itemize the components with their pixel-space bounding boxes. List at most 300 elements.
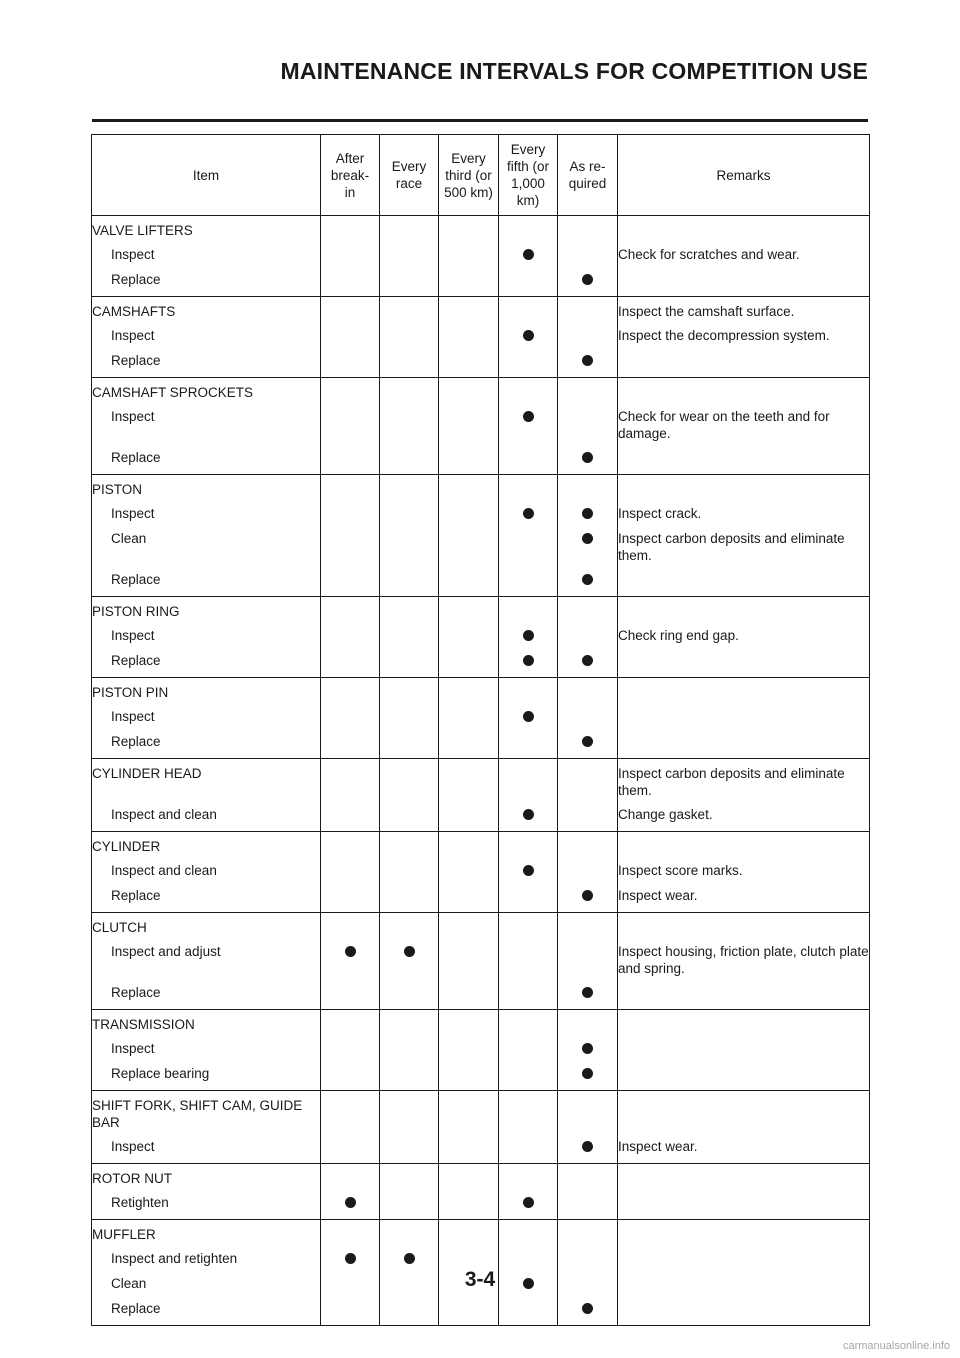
header-every-race: Every race xyxy=(380,135,439,216)
item-subtask xyxy=(92,1037,321,1062)
filled-circle-icon xyxy=(345,1197,356,1208)
remark-text xyxy=(618,916,869,940)
interval-cell xyxy=(321,1297,380,1326)
item-label: CAMSHAFT SPROCKETS xyxy=(92,385,254,400)
interval-cell xyxy=(499,859,558,884)
interval-cell xyxy=(439,1164,499,1192)
interval-cell xyxy=(321,832,380,860)
interval-cell xyxy=(380,1135,439,1164)
remarks-cell xyxy=(618,502,870,527)
remarks-cell xyxy=(618,243,870,268)
interval-cell xyxy=(380,884,439,913)
item-label: Inspect xyxy=(111,247,155,262)
interval-cell xyxy=(499,678,558,706)
remark-text: Inspect housing, friction plate, clutch plate and spring. xyxy=(618,944,869,976)
item-label: PISTON PIN xyxy=(92,685,169,700)
remarks-cell xyxy=(618,913,870,941)
interval-cell xyxy=(321,446,380,475)
interval-cell xyxy=(321,705,380,730)
interval-cell xyxy=(499,759,558,804)
interval-cell xyxy=(439,378,499,406)
interval-cell xyxy=(499,1297,558,1326)
filled-circle-icon xyxy=(345,1253,356,1264)
interval-cell xyxy=(439,803,499,832)
filled-circle-icon xyxy=(582,533,593,544)
interval-cell xyxy=(558,1010,618,1038)
filled-circle-icon xyxy=(582,987,593,998)
interval-cell xyxy=(380,475,439,503)
item-subtask xyxy=(92,502,321,527)
interval-cell xyxy=(558,502,618,527)
remarks-cell xyxy=(618,378,870,406)
interval-cell xyxy=(499,297,558,325)
interval-cell xyxy=(558,297,618,325)
interval-cell xyxy=(439,730,499,759)
interval-cell xyxy=(380,1062,439,1091)
remarks-cell xyxy=(618,1297,870,1326)
item-component xyxy=(92,1010,321,1038)
interval-cell xyxy=(439,1297,499,1326)
interval-cell xyxy=(558,268,618,297)
remark-text xyxy=(618,381,869,405)
remark-text xyxy=(618,835,869,859)
interval-cell xyxy=(380,216,439,244)
item-label: CAMSHAFTS xyxy=(92,304,176,319)
interval-cell xyxy=(439,705,499,730)
remark-text xyxy=(618,730,869,754)
interval-cell xyxy=(499,527,558,568)
filled-circle-icon xyxy=(582,274,593,285)
remark-text xyxy=(618,1013,869,1037)
item-subtask xyxy=(92,624,321,649)
interval-cell xyxy=(321,1164,380,1192)
remark-text xyxy=(618,600,869,624)
interval-cell xyxy=(439,1062,499,1091)
item-component xyxy=(92,1164,321,1192)
item-subtask xyxy=(92,446,321,475)
interval-cell xyxy=(499,832,558,860)
table-row xyxy=(92,624,870,649)
interval-cell xyxy=(439,568,499,597)
table-row xyxy=(92,884,870,913)
interval-cell xyxy=(380,624,439,649)
interval-cell xyxy=(380,568,439,597)
table-row xyxy=(92,324,870,349)
interval-cell xyxy=(499,324,558,349)
interval-cell xyxy=(321,1220,380,1248)
interval-cell xyxy=(558,216,618,244)
interval-cell xyxy=(380,730,439,759)
interval-cell xyxy=(439,597,499,625)
item-label: SHIFT FORK, SHIFT CAM, GUIDE BAR xyxy=(92,1098,303,1130)
item-component xyxy=(92,1091,321,1136)
item-component xyxy=(92,378,321,406)
filled-circle-icon xyxy=(582,452,593,463)
remarks-cell xyxy=(618,678,870,706)
interval-cell xyxy=(558,243,618,268)
interval-cell xyxy=(321,597,380,625)
interval-cell xyxy=(558,1164,618,1192)
remark-text xyxy=(618,1167,869,1191)
filled-circle-icon xyxy=(523,330,534,341)
interval-cell xyxy=(558,1220,618,1248)
remarks-cell xyxy=(618,624,870,649)
interval-cell xyxy=(558,981,618,1010)
interval-cell xyxy=(439,981,499,1010)
item-subtask xyxy=(92,324,321,349)
filled-circle-icon xyxy=(582,1068,593,1079)
remarks-cell xyxy=(618,216,870,244)
interval-cell xyxy=(380,1220,439,1248)
interval-cell xyxy=(439,297,499,325)
interval-cell xyxy=(499,568,558,597)
item-subtask xyxy=(92,940,321,981)
interval-cell xyxy=(558,446,618,475)
interval-cell xyxy=(321,1135,380,1164)
remark-text xyxy=(618,1297,869,1321)
item-label: Inspect xyxy=(111,709,155,724)
interval-cell xyxy=(558,913,618,941)
filled-circle-icon xyxy=(523,655,534,666)
remarks-cell xyxy=(618,859,870,884)
remark-text xyxy=(618,478,869,502)
interval-cell xyxy=(321,1091,380,1136)
remarks-cell xyxy=(618,527,870,568)
interval-cell xyxy=(380,268,439,297)
item-subtask xyxy=(92,1191,321,1220)
table-row xyxy=(92,1135,870,1164)
interval-cell xyxy=(380,832,439,860)
interval-cell xyxy=(380,705,439,730)
filled-circle-icon xyxy=(582,1043,593,1054)
table-row xyxy=(92,502,870,527)
header-item: Item xyxy=(92,135,321,216)
item-label: Replace xyxy=(111,1301,161,1316)
interval-cell xyxy=(439,527,499,568)
table-row xyxy=(92,446,870,475)
remarks-cell xyxy=(618,832,870,860)
item-subtask xyxy=(92,243,321,268)
table-row xyxy=(92,678,870,706)
item-label: Replace xyxy=(111,450,161,465)
interval-cell xyxy=(499,649,558,678)
interval-cell xyxy=(439,349,499,378)
remark-text xyxy=(618,649,869,673)
interval-cell xyxy=(321,502,380,527)
title-rule xyxy=(92,119,868,122)
item-label: CLUTCH xyxy=(92,920,147,935)
item-label: Inspect xyxy=(111,1041,155,1056)
interval-cell xyxy=(439,624,499,649)
interval-cell xyxy=(499,624,558,649)
interval-cell xyxy=(558,405,618,446)
remarks-cell xyxy=(618,268,870,297)
item-subtask xyxy=(92,884,321,913)
remarks-cell xyxy=(618,1091,870,1136)
interval-cell xyxy=(380,1297,439,1326)
filled-circle-icon xyxy=(582,890,593,901)
interval-cell xyxy=(439,1010,499,1038)
interval-cell xyxy=(499,405,558,446)
interval-cell xyxy=(439,678,499,706)
remarks-cell xyxy=(618,803,870,832)
interval-cell xyxy=(321,859,380,884)
interval-cell xyxy=(499,1164,558,1192)
interval-cell xyxy=(321,243,380,268)
interval-cell xyxy=(558,527,618,568)
item-label: Inspect xyxy=(111,506,155,521)
interval-cell xyxy=(439,832,499,860)
table-row xyxy=(92,859,870,884)
interval-cell xyxy=(321,349,380,378)
interval-cell xyxy=(380,597,439,625)
interval-cell xyxy=(439,405,499,446)
interval-cell xyxy=(380,349,439,378)
item-component xyxy=(92,216,321,244)
interval-cell xyxy=(380,1091,439,1136)
remarks-cell xyxy=(618,597,870,625)
item-component xyxy=(92,475,321,503)
item-label: CYLINDER xyxy=(92,839,161,854)
item-label: Replace xyxy=(111,353,161,368)
interval-cell xyxy=(439,243,499,268)
remarks-cell xyxy=(618,705,870,730)
interval-cell xyxy=(380,1164,439,1192)
table-row xyxy=(92,1062,870,1091)
remarks-cell xyxy=(618,1164,870,1192)
remark-text xyxy=(618,1037,869,1061)
filled-circle-icon xyxy=(523,411,534,422)
filled-circle-icon xyxy=(582,574,593,585)
filled-circle-icon xyxy=(582,1141,593,1152)
filled-circle-icon xyxy=(582,736,593,747)
item-label: Replace bearing xyxy=(111,1066,210,1081)
item-subtask xyxy=(92,1135,321,1164)
interval-cell xyxy=(321,678,380,706)
interval-cell xyxy=(439,1191,499,1220)
header-after-break-in: After break-in xyxy=(321,135,380,216)
interval-cell xyxy=(439,759,499,804)
interval-cell xyxy=(380,527,439,568)
interval-cell xyxy=(380,378,439,406)
filled-circle-icon xyxy=(523,249,534,260)
interval-cell xyxy=(380,913,439,941)
interval-cell xyxy=(558,759,618,804)
interval-cell xyxy=(558,378,618,406)
item-subtask xyxy=(92,803,321,832)
remarks-cell xyxy=(618,475,870,503)
interval-cell xyxy=(558,678,618,706)
item-subtask xyxy=(92,649,321,678)
interval-cell xyxy=(499,1010,558,1038)
interval-cell xyxy=(499,705,558,730)
interval-cell xyxy=(321,268,380,297)
interval-cell xyxy=(380,649,439,678)
interval-cell xyxy=(499,1220,558,1248)
interval-cell xyxy=(499,1062,558,1091)
interval-cell xyxy=(558,475,618,503)
item-label: Replace xyxy=(111,272,161,287)
table-row xyxy=(92,803,870,832)
remark-text: Inspect the camshaft surface. xyxy=(618,304,795,319)
item-label: Inspect and clean xyxy=(111,863,217,878)
filled-circle-icon xyxy=(582,508,593,519)
remarks-cell xyxy=(618,940,870,981)
header-as-required: As re-quired xyxy=(558,135,618,216)
table-row xyxy=(92,1164,870,1192)
table-row xyxy=(92,1297,870,1326)
item-subtask xyxy=(92,730,321,759)
table-row xyxy=(92,1037,870,1062)
item-label: PISTON RING xyxy=(92,604,180,619)
interval-cell xyxy=(439,1220,499,1248)
interval-cell xyxy=(321,405,380,446)
table-row xyxy=(92,981,870,1010)
item-label: MUFFLER xyxy=(92,1227,156,1242)
interval-cell xyxy=(558,597,618,625)
interval-cell xyxy=(321,981,380,1010)
remark-text xyxy=(618,681,869,705)
interval-cell xyxy=(499,378,558,406)
interval-cell xyxy=(321,803,380,832)
remark-text xyxy=(618,1191,869,1215)
item-component xyxy=(92,297,321,325)
table-row xyxy=(92,527,870,568)
item-component xyxy=(92,1220,321,1248)
interval-cell xyxy=(439,884,499,913)
interval-cell xyxy=(380,859,439,884)
interval-cell xyxy=(380,297,439,325)
interval-cell xyxy=(439,1037,499,1062)
interval-cell xyxy=(321,649,380,678)
interval-cell xyxy=(321,1191,380,1220)
interval-cell xyxy=(558,1135,618,1164)
page-title: MAINTENANCE INTERVALS FOR COMPETITION USE xyxy=(280,58,868,84)
interval-cell xyxy=(439,324,499,349)
interval-cell xyxy=(499,913,558,941)
table-row xyxy=(92,705,870,730)
item-label: VALVE LIFTERS xyxy=(92,223,193,238)
header-every-third: Every third (or 500 km) xyxy=(439,135,499,216)
header-every-fifth: Every fifth (or 1,000 km) xyxy=(499,135,558,216)
remarks-cell xyxy=(618,568,870,597)
item-label: Replace xyxy=(111,572,161,587)
item-subtask xyxy=(92,349,321,378)
interval-cell xyxy=(380,759,439,804)
item-label: Retighten xyxy=(111,1195,169,1210)
filled-circle-icon xyxy=(523,1197,534,1208)
interval-cell xyxy=(499,1037,558,1062)
table-row xyxy=(92,913,870,941)
interval-cell xyxy=(439,1091,499,1136)
interval-cell xyxy=(380,678,439,706)
remarks-cell xyxy=(618,759,870,804)
table-row xyxy=(92,597,870,625)
item-label: Replace xyxy=(111,985,161,1000)
interval-cell xyxy=(380,1010,439,1038)
remarks-cell xyxy=(618,405,870,446)
remark-text: Inspect crack. xyxy=(618,506,702,521)
interval-cell xyxy=(558,705,618,730)
remark-text: Inspect score marks. xyxy=(618,863,743,878)
table-row xyxy=(92,568,870,597)
table-row xyxy=(92,730,870,759)
interval-cell xyxy=(558,832,618,860)
interval-cell xyxy=(499,243,558,268)
interval-cell xyxy=(558,884,618,913)
remarks-cell xyxy=(618,884,870,913)
table-row xyxy=(92,243,870,268)
interval-cell xyxy=(558,859,618,884)
remark-text xyxy=(618,981,869,1005)
table-row xyxy=(92,940,870,981)
interval-cell xyxy=(380,324,439,349)
table-body xyxy=(92,216,870,1326)
item-label: ROTOR NUT xyxy=(92,1171,172,1186)
interval-cell xyxy=(321,216,380,244)
interval-cell xyxy=(499,216,558,244)
item-subtask xyxy=(92,1297,321,1326)
interval-cell xyxy=(321,568,380,597)
item-label: Replace xyxy=(111,653,161,668)
interval-cell xyxy=(499,268,558,297)
item-label: Inspect and retighten xyxy=(111,1251,238,1266)
remarks-cell xyxy=(618,1010,870,1038)
interval-cell xyxy=(558,1062,618,1091)
header-remarks: Remarks xyxy=(618,135,870,216)
item-label: Inspect xyxy=(111,628,155,643)
remarks-cell xyxy=(618,649,870,678)
interval-cell xyxy=(558,324,618,349)
interval-cell xyxy=(499,502,558,527)
table-row xyxy=(92,297,870,325)
filled-circle-icon xyxy=(523,630,534,641)
page-number: 3-4 xyxy=(464,1268,496,1291)
remark-text xyxy=(618,705,869,729)
remark-text: Inspect wear. xyxy=(618,1139,698,1154)
interval-cell xyxy=(321,1062,380,1091)
interval-cell xyxy=(499,1091,558,1136)
maintenance-table xyxy=(91,134,870,1326)
remark-text: Check for wear on the teeth and for damage. xyxy=(618,409,830,441)
interval-cell xyxy=(321,884,380,913)
interval-cell xyxy=(321,378,380,406)
item-label: Inspect xyxy=(111,328,155,343)
item-component xyxy=(92,832,321,860)
table-row xyxy=(92,759,870,804)
item-subtask xyxy=(92,859,321,884)
table-row xyxy=(92,349,870,378)
interval-cell xyxy=(380,940,439,981)
remarks-cell xyxy=(618,297,870,325)
interval-cell xyxy=(558,349,618,378)
interval-cell xyxy=(321,913,380,941)
interval-cell xyxy=(439,502,499,527)
interval-cell xyxy=(499,803,558,832)
interval-cell xyxy=(558,940,618,981)
interval-cell xyxy=(558,649,618,678)
remarks-cell xyxy=(618,1062,870,1091)
table-row xyxy=(92,832,870,860)
filled-circle-icon xyxy=(523,809,534,820)
table-row xyxy=(92,1191,870,1220)
item-label: Inspect and adjust xyxy=(111,944,221,959)
filled-circle-icon xyxy=(582,1303,593,1314)
remark-text xyxy=(618,349,869,373)
item-subtask xyxy=(92,1062,321,1091)
remark-text: Check for scratches and wear. xyxy=(618,247,800,262)
remarks-cell xyxy=(618,349,870,378)
